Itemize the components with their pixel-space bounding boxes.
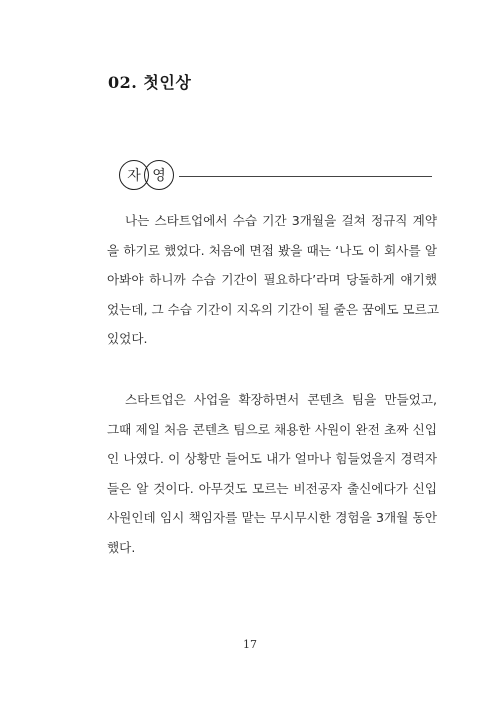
paragraph-line: 을 하기로 했었다. 처음에 면접 봤을 때는 ‘나도 이 회사를 알 bbox=[107, 242, 437, 258]
speaker-divider-line bbox=[179, 176, 432, 177]
page-number: 17 bbox=[243, 638, 257, 651]
paragraph-line: 들은 알 것이다. 아무것도 모르는 비전공자 출신에다가 신입 bbox=[107, 480, 437, 496]
speaker-char-circle-2: 영 bbox=[144, 160, 174, 190]
paragraph-line: 했다. bbox=[107, 539, 136, 555]
paragraph-line: 나는 스타트업에서 수습 기간 3개월을 걸쳐 정규직 계약 bbox=[125, 213, 437, 228]
chapter-title: 02. 첫인상 bbox=[108, 73, 192, 92]
paragraph-line: 스타트업은 사업을 확장하면서 콘텐츠 팀을 만들었고, bbox=[125, 392, 437, 407]
paragraph-line: 아봐야 하니까 수습 기간이 필요하다’라며 당돌하게 얘기했 bbox=[107, 272, 437, 288]
paragraph-line: 있었다. bbox=[107, 331, 148, 347]
paragraph-line: 그때 제일 처음 콘텐츠 팀으로 채용한 사원이 완전 초짜 신입 bbox=[107, 421, 437, 437]
paragraph-line: 었는데, 그 수습 기간이 지옥의 기간이 될 줄은 꿈에도 모르고 bbox=[107, 301, 440, 317]
paragraph-1 bbox=[107, 206, 440, 354]
paragraph-line: 사원인데 임시 책임자를 맡는 무시무시한 경험을 3개월 동안 bbox=[107, 510, 437, 526]
speaker-name-mark bbox=[119, 160, 439, 194]
speaker-char-circle-1: 자 bbox=[119, 160, 149, 190]
paragraph-line: 인 나였다. 이 상황만 들어도 내가 얼마나 힘들었을지 경력자 bbox=[107, 451, 437, 467]
paragraph-2 bbox=[107, 385, 437, 563]
